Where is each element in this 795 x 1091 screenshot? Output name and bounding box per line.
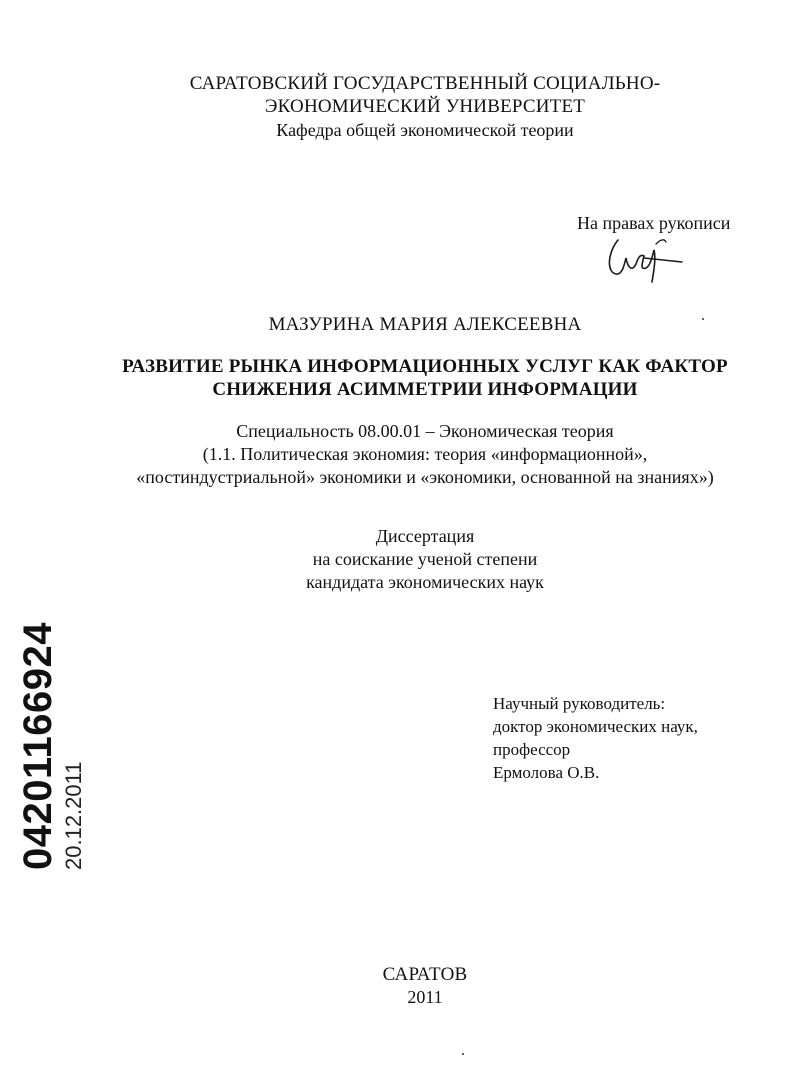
registration-date: 20.12.2011 [61, 761, 86, 870]
degree-line1: Диссертация [375, 526, 475, 546]
signature [604, 228, 684, 284]
degree-line2: на соискание ученой степени [312, 549, 538, 569]
degree-line3: кандидата экономических наук [306, 572, 544, 592]
department-name: Кафедра общей экономической теории [276, 120, 574, 140]
supervisor-line2: доктор экономических наук, [493, 717, 698, 736]
university-name-line1: САРАТОВСКИЙ ГОСУДАРСТВЕННЫЙ СОЦИАЛЬНО- [189, 73, 661, 94]
dissertation-title-line2: СНИЖЕНИЯ АСИММЕТРИИ ИНФОРМАЦИИ [212, 379, 638, 400]
scan-speck [702, 318, 704, 320]
registration-stamp [14, 622, 86, 870]
dissertation-title-line1: РАЗВИТИЕ РЫНКА ИНФОРМАЦИОННЫХ УСЛУГ КАК ФАКТОР [122, 356, 728, 377]
registration-number: 04201166924 [16, 622, 60, 870]
university-name-line2: ЭКОНОМИЧЕСКИЙ УНИВЕРСИТЕТ [264, 96, 586, 117]
supervisor-line1: Научный руководитель: [493, 694, 666, 713]
author-name: МАЗУРИНА МАРИЯ АЛЕКСЕЕВНА [268, 314, 582, 335]
specialty-line3: «постиндустриальной» экономики и «экономики, основанной на знаниях») [136, 467, 714, 487]
footer-year: 2011 [407, 987, 443, 1007]
specialty-line2: (1.1. Политическая экономия: теория «информационной», [202, 444, 648, 464]
manuscript-note: На правах рукописи [577, 213, 731, 233]
footer-city: САРАТОВ [382, 964, 468, 985]
supervisor-line4: Ермолова О.В. [493, 763, 600, 782]
specialty-line1: Специальность 08.00.01 – Экономическая теория [236, 421, 614, 441]
scan-speck [462, 1053, 464, 1055]
supervisor-line3: профессор [493, 740, 571, 759]
